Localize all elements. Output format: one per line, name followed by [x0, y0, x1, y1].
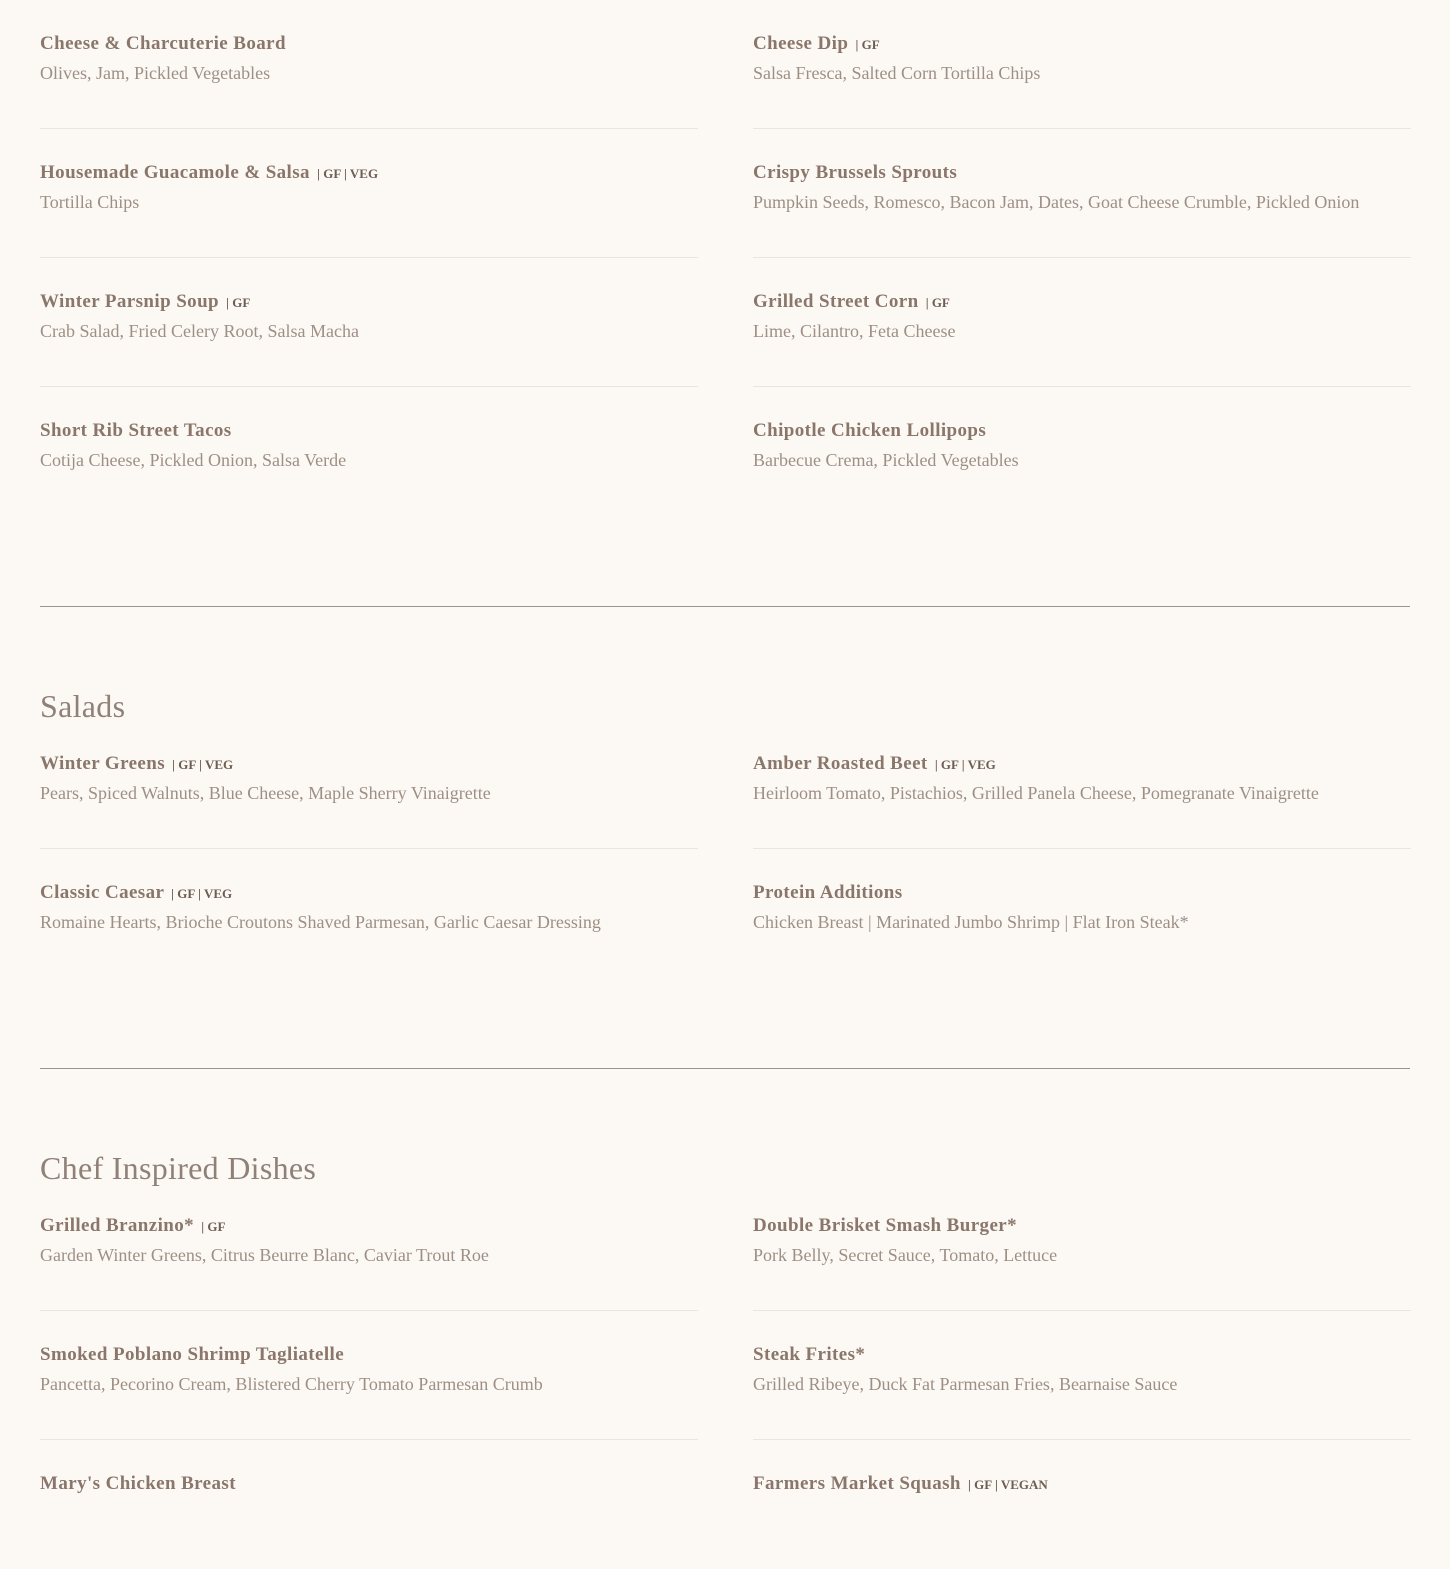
item-description: Garden Winter Greens, Citrus Beurre Blanc, Caviar Trout Roe [40, 1245, 489, 1265]
dietary-tags: | GF | VEG [172, 757, 234, 772]
section-divider [40, 1068, 1410, 1069]
item-name: Classic Caesar | GF | VEG [40, 882, 233, 903]
menu-item [40, 258, 698, 387]
item-description: Tortilla Chips [40, 192, 140, 212]
menu-item [753, 258, 1411, 387]
dietary-tags: | GF | VEG [317, 166, 379, 181]
menu-item [40, 1440, 698, 1569]
item-name: Mary's Chicken Breast [40, 1473, 236, 1494]
item-description: Cotija Cheese, Pickled Onion, Salsa Verde [40, 450, 347, 470]
item-name: Winter Greens | GF | VEG [40, 753, 234, 774]
menu-item [753, 387, 1411, 516]
item-name: Housemade Guacamole & Salsa | GF | VEG [40, 162, 379, 183]
section-title-salads: Salads [40, 688, 126, 724]
item-name: Grilled Street Corn | GF [753, 291, 950, 312]
item-description: Barbecue Crema, Pickled Vegetables [753, 450, 1019, 470]
dietary-tags: | GF | VEG [171, 886, 233, 901]
menu-item [753, 1440, 1411, 1569]
dietary-tags: | GF [855, 37, 880, 52]
item-name: Smoked Poblano Shrimp Tagliatelle [40, 1344, 345, 1365]
item-description: Chicken Breast | Marinated Jumbo Shrimp | Flat Iron Steak* [753, 912, 1189, 932]
menu-item [753, 1311, 1411, 1440]
section-title-chef-dishes: Chef Inspired Dishes [40, 1150, 317, 1186]
item-name: Cheese & Charcuterie Board [40, 33, 286, 54]
item-name: Crispy Brussels Sprouts [753, 162, 958, 183]
item-description: Pumpkin Seeds, Romesco, Bacon Jam, Dates, Goat Cheese Crumble, Pickled Onion [753, 192, 1360, 212]
item-name: Cheese Dip | GF [753, 33, 880, 54]
menu-item [40, 1182, 698, 1311]
dietary-tags: | GF [201, 1219, 226, 1234]
menu-item [40, 1311, 698, 1440]
menu-item [753, 849, 1411, 978]
section-divider [40, 606, 1410, 607]
dietary-tags: | GF | VEG [934, 757, 996, 772]
item-name: Short Rib Street Tacos [40, 420, 232, 441]
menu-item [40, 387, 698, 516]
item-description: Heirloom Tomato, Pistachios, Grilled Panela Cheese, Pomegranate Vinaigrette [753, 783, 1319, 803]
dietary-tags: | GF | VEGAN [968, 1477, 1048, 1492]
item-name: Grilled Branzino* | GF [40, 1215, 226, 1236]
item-name: Farmers Market Squash | GF | VEGAN [753, 1473, 1048, 1494]
menu-item [753, 1182, 1411, 1311]
dietary-tags: | GF [925, 295, 950, 310]
item-description: Lime, Cilantro, Feta Cheese [753, 321, 956, 341]
item-description: Pancetta, Pecorino Cream, Blistered Cherry Tomato Parmesan Crumb [40, 1374, 543, 1394]
menu-item [40, 129, 698, 258]
menu-item [753, 720, 1411, 849]
menu-item [40, 0, 698, 129]
item-name: Amber Roasted Beet | GF | VEG [753, 753, 996, 774]
item-name: Chipotle Chicken Lollipops [753, 420, 987, 441]
chef-grid [40, 1182, 1410, 1569]
item-name: Winter Parsnip Soup | GF [40, 291, 251, 312]
item-description: Romaine Hearts, Brioche Croutons Shaved Parmesan, Garlic Caesar Dressing [40, 912, 601, 932]
item-description: Olives, Jam, Pickled Vegetables [40, 63, 271, 83]
salads-grid [40, 720, 1410, 978]
item-name: Protein Additions [753, 882, 903, 903]
menu-item [40, 849, 698, 978]
dietary-tags: | GF [226, 295, 251, 310]
menu-item [753, 129, 1411, 258]
item-description: Pears, Spiced Walnuts, Blue Cheese, Maple Sherry Vinaigrette [40, 783, 491, 803]
item-name: Double Brisket Smash Burger* [753, 1215, 1018, 1236]
item-description: Crab Salad, Fried Celery Root, Salsa Macha [40, 321, 359, 341]
item-description: Grilled Ribeye, Duck Fat Parmesan Fries, Bearnaise Sauce [753, 1374, 1178, 1394]
appetizers-grid [40, 0, 1410, 516]
menu-item [753, 0, 1411, 129]
item-description: Pork Belly, Secret Sauce, Tomato, Lettuce [753, 1245, 1058, 1265]
menu-item [40, 720, 698, 849]
item-description: Salsa Fresca, Salted Corn Tortilla Chips [753, 63, 1041, 83]
item-name: Steak Frites* [753, 1344, 866, 1365]
